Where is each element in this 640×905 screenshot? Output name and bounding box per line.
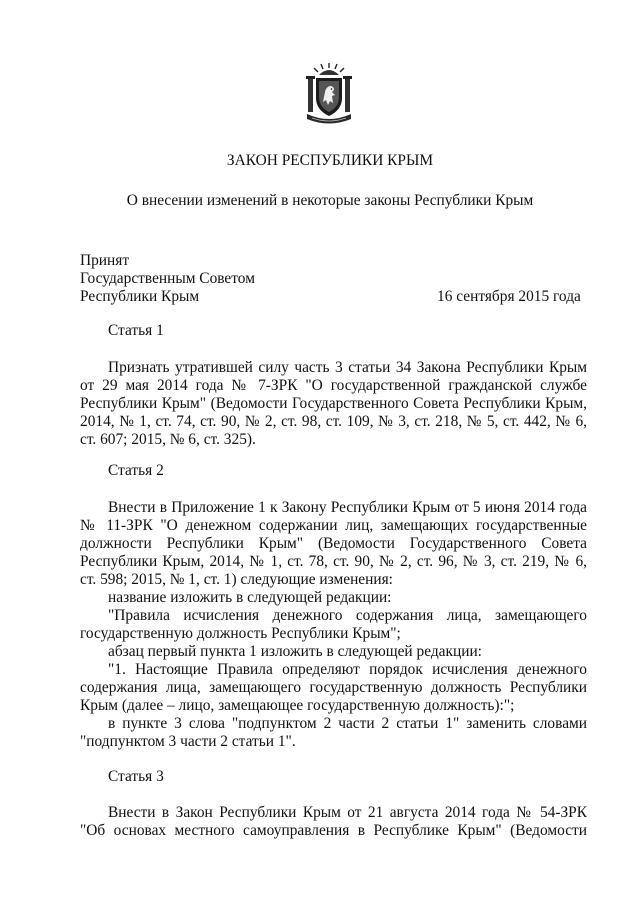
article-1-line: 2014, № 1, ст. 74, ст. 90, № 2, ст. 98, ст. 109, № 3, ст. 218, № 5, ст. 442, № 6, [80, 413, 587, 430]
article-2-line: абзац первый пункта 1 изложить в следующей редакции: [108, 643, 482, 660]
republic-of-crimea-coat-of-arms-icon [302, 62, 356, 126]
article-3-line: Внести в Закон Республики Крым от 21 августа 2014 года № 54-ЗРК [108, 804, 587, 821]
article-3-line: "Об основах местного самоуправления в Республике Крым" (Ведомости [80, 822, 587, 839]
article-1-heading: Статья 1 [108, 322, 164, 339]
article-2-line: "подпунктом 3 части 2 статьи 1". [80, 733, 296, 750]
article-2-line: должности Республики Крым" (Ведомости Государственного Совета [80, 535, 587, 552]
adopted-label: Принят [80, 252, 130, 269]
article-2-line: Республики Крым, 2014, № 1, ст. 78, ст. 90, № 2, ст. 96, № 3, ст. 219, № 6, [80, 553, 587, 570]
article-2-line: № 11-ЗРК "О денежном содержании лиц, замещающих государственные [80, 517, 587, 534]
article-1-line: Признать утратившей силу часть 3 статьи 34 Закона Республики Крым [108, 359, 587, 376]
adoption-date: 16 сентября 2015 года [437, 288, 581, 305]
document-title: ЗАКОН РЕСПУБЛИКИ КРЫМ [226, 152, 434, 169]
article-2-line: "Правила исчисления денежного содержания лица, замещающего [108, 607, 587, 624]
adopted-body-label: Республики Крым [80, 288, 200, 305]
article-2-line: Крым (далее – лицо, замещающее государственную должность):"; [80, 697, 515, 714]
article-2-line: в пункте 3 слова "подпунктом 2 части 2 статьи 1" заменить словами [108, 715, 587, 732]
article-2-line: "1. Настоящие Правила определяют порядок исчисления денежного [108, 661, 587, 678]
article-1-line: от 29 мая 2014 года № 7-ЗРК "О государственной гражданской службе [80, 377, 587, 394]
article-2-line: Внести в Приложение 1 к Закону Республики Крым от 5 июня 2014 года [108, 499, 587, 516]
document-subtitle: О внесении изменений в некоторые законы Республики Крым [126, 192, 534, 209]
article-2-line: ст. 598; 2015, № 1, ст. 1) следующие изменения: [80, 571, 393, 588]
article-3-heading: Статья 3 [108, 768, 164, 785]
article-2-heading: Статья 2 [108, 462, 164, 479]
article-2-line: содержания лица, замещающего государственную должность Республики [80, 679, 587, 696]
article-2-line: государственную должность Республики Крым"; [80, 625, 401, 642]
article-2-line: название изложить в следующей редакции: [108, 589, 392, 606]
adopted-by-label: Государственным Советом [80, 270, 255, 287]
article-1-line: Республики Крым" (Ведомости Государственного Совета Республики Крым, [80, 395, 587, 412]
article-1-line: ст. 607; 2015, № 6, ст. 325). [80, 431, 256, 448]
